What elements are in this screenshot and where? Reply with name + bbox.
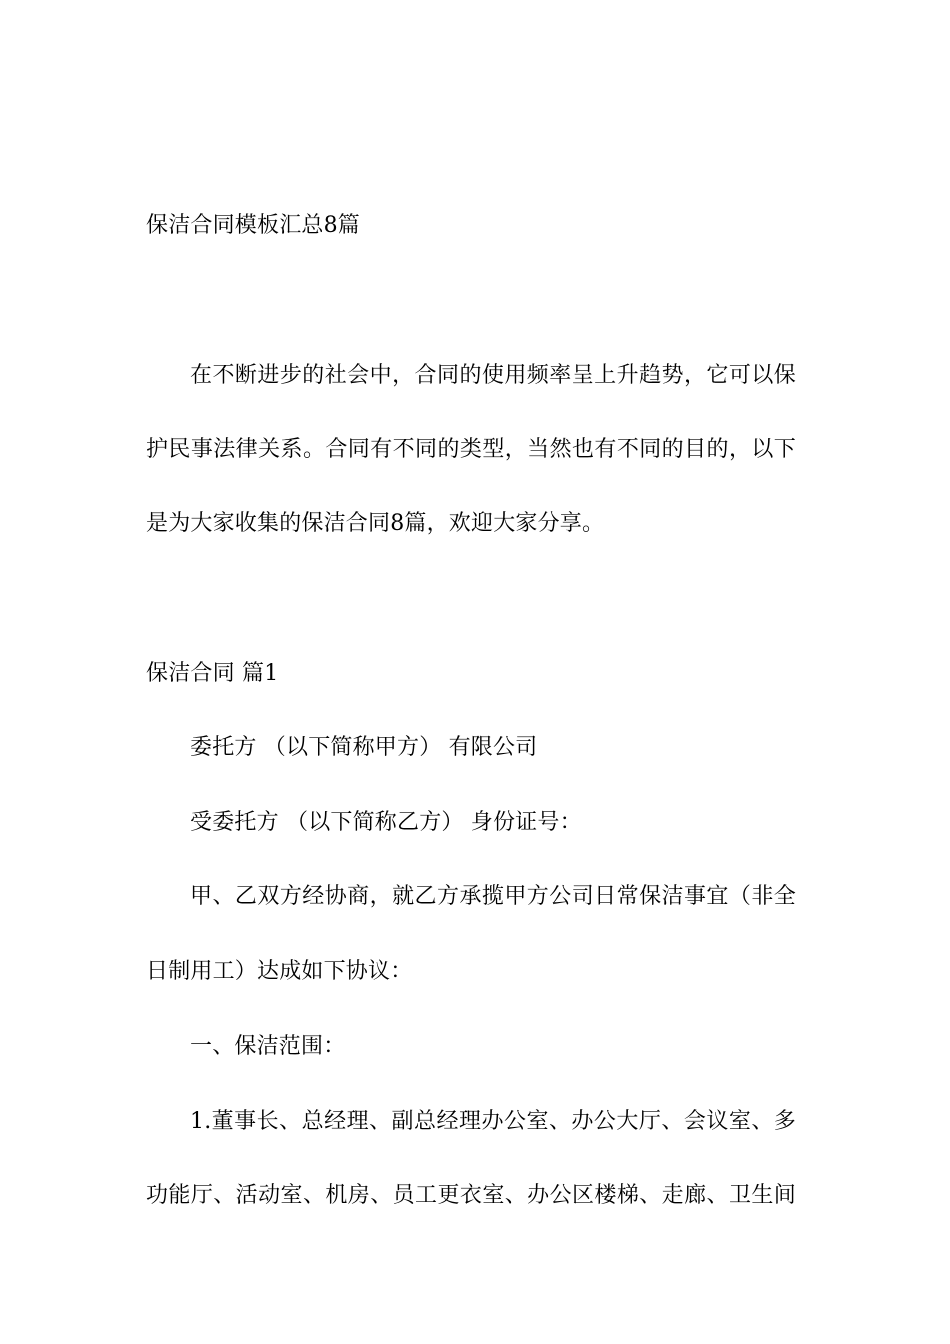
intro-line-1: 在不断进步的社会中，合同的使用频率呈上升趋势，它可以保 [190, 363, 796, 388]
scope-item-1-line-2: 功能厅、活动室、机房、员工更衣室、办公区楼梯、走廊、卫生间 [146, 1183, 796, 1208]
intro-line-2: 护民事法律关系。合同有不同的类型，当然也有不同的目的，以下 [146, 437, 796, 462]
section-heading: 保洁合同 篇1 [146, 661, 279, 686]
scope-item-1-line-1: 1.董事长、总经理、副总经理办公室、办公大厅、会议室、多 [190, 1109, 796, 1134]
intro-line-3: 是为大家收集的保洁合同8篇，欢迎大家分享。 [146, 511, 605, 536]
document-title: 保洁合同模板汇总8篇 [146, 213, 360, 238]
party-b-line: 受委托方 （以下简称乙方） 身份证号： [190, 810, 582, 835]
agreement-line-1: 甲、乙双方经协商，就乙方承揽甲方公司日常保洁事宜（非全 [190, 884, 796, 909]
agreement-line-2: 日制用工）达成如下协议： [146, 959, 413, 984]
party-a-line: 委托方 （以下简称甲方） 有限公司 [190, 735, 538, 760]
scope-heading: 一、保洁范围： [190, 1034, 346, 1059]
